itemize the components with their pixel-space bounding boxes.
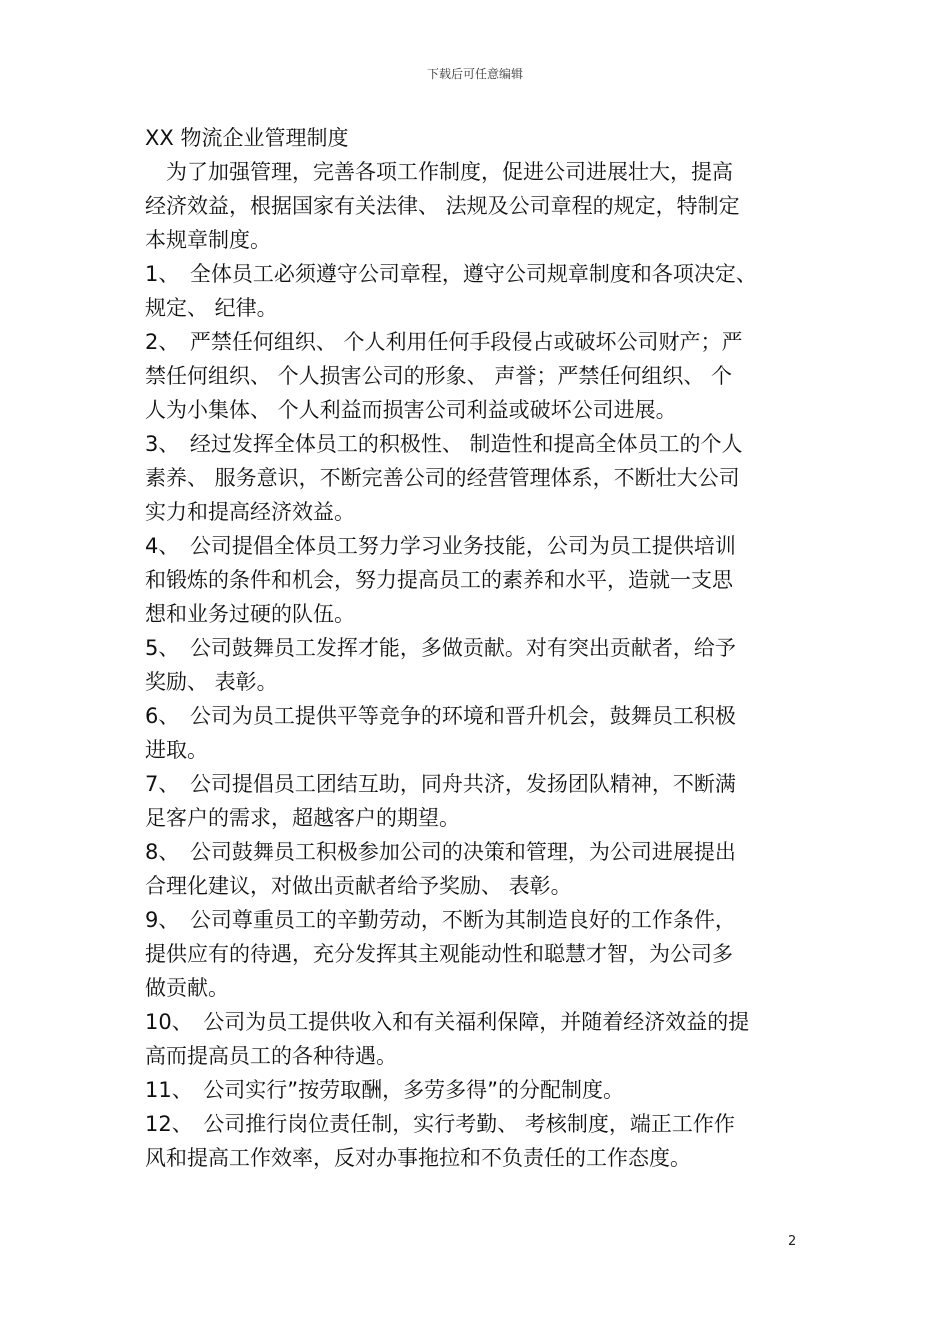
intro-line-3: 本规章制度。 <box>145 228 271 252</box>
document-content <box>145 121 825 1175</box>
rule-item-10-line-2: 高而提高员工的各种待遇。 <box>145 1044 397 1068</box>
rule-item-4-line-3: 想和业务过硬的队伍。 <box>145 602 355 626</box>
rule-item-1-line-1: 1、 全体员工必须遵守公司章程，遵守公司规章制度和各项决定、 <box>145 262 757 286</box>
rule-item-10-line-1: 10、 公司为员工提供收入和有关福利保障，并随着经济效益的提 <box>145 1010 750 1034</box>
rule-item-5-line-2: 奖励、 表彰。 <box>145 670 278 694</box>
rule-item-12 <box>145 1107 825 1175</box>
rule-item-11-line-1: 11、 公司实行”按劳取酬，多劳多得”的分配制度。 <box>145 1078 624 1102</box>
rule-item-7 <box>145 767 825 835</box>
rule-item-9 <box>145 903 825 1005</box>
rule-item-12-line-1: 12、 公司推行岗位责任制，实行考勤、 考核制度，端正工作作 <box>145 1112 735 1136</box>
rule-item-1 <box>145 257 825 325</box>
rule-item-2 <box>145 325 825 427</box>
rule-item-6 <box>145 699 825 767</box>
rule-item-7-line-2: 足客户的需求，超越客户的期望。 <box>145 806 460 830</box>
rule-item-5-line-1: 5、 公司鼓舞员工发挥才能，多做贡献。对有突出贡献者，给予 <box>145 636 736 660</box>
rule-item-4-line-1: 4、 公司提倡全体员工努力学习业务技能，公司为员工提供培训 <box>145 534 736 558</box>
intro-line-1: 为了加强管理，完善各项工作制度，促进公司进展壮大，提高 <box>145 160 733 184</box>
rule-item-2-line-2: 禁任何组织、 个人损害公司的形象、 声誉；严禁任何组织、 个 <box>145 364 733 388</box>
rule-item-10 <box>145 1005 825 1073</box>
rule-item-4-line-2: 和锻炼的条件和机会，努力提高员工的素养和水平，造就一支思 <box>145 568 733 592</box>
rule-item-8 <box>145 835 825 903</box>
document-title: XX 物流企业管理制度 <box>145 126 349 150</box>
header-note: 下载后可任意编辑 <box>426 67 523 81</box>
rule-item-2-line-3: 人为小集体、 个人利益而损害公司利益或破坏公司进展。 <box>145 398 677 422</box>
rule-item-6-line-2: 进取。 <box>145 738 208 762</box>
rule-item-5 <box>145 631 825 699</box>
rule-item-12-line-2: 风和提高工作效率，反对办事拖拉和不负责任的工作态度。 <box>145 1146 691 1170</box>
rule-item-9-line-1: 9、 公司尊重员工的辛勤劳动，不断为其制造良好的工作条件， <box>145 908 736 932</box>
rule-item-3-line-1: 3、 经过发挥全体员工的积极性、 制造性和提高全体员工的个人 <box>145 432 743 456</box>
rule-item-8-line-1: 8、 公司鼓舞员工积极参加公司的决策和管理，为公司进展提出 <box>145 840 736 864</box>
rule-item-2-line-1: 2、 严禁任何组织、 个人利用任何手段侵占或破坏公司财产；严 <box>145 330 743 354</box>
intro-paragraph <box>145 155 825 257</box>
rule-item-11 <box>145 1073 825 1107</box>
intro-line-2: 经济效益，根据国家有关法律、 法规及公司章程的规定，特制定 <box>145 194 740 218</box>
rule-item-4 <box>145 529 825 631</box>
rule-item-7-line-1: 7、 公司提倡员工团结互助，同舟共济，发扬团队精神，不断满 <box>145 772 736 796</box>
rule-item-9-line-2: 提供应有的待遇，充分发挥其主观能动性和聪慧才智，为公司多 <box>145 942 733 966</box>
page-number: 2 <box>788 1234 797 1249</box>
rule-item-8-line-2: 合理化建议，对做出贡献者给予奖励、 表彰。 <box>145 874 572 898</box>
rule-item-3-line-3: 实力和提高经济效益。 <box>145 500 355 524</box>
rule-item-3-line-2: 素养、 服务意识，不断完善公司的经营管理体系，不断壮大公司 <box>145 466 740 490</box>
rule-item-9-line-3: 做贡献。 <box>145 976 229 1000</box>
rule-item-6-line-1: 6、 公司为员工提供平等竞争的环境和晋升机会，鼓舞员工积极 <box>145 704 736 728</box>
rule-item-1-line-2: 规定、 纪律。 <box>145 296 278 320</box>
rule-item-3 <box>145 427 825 529</box>
